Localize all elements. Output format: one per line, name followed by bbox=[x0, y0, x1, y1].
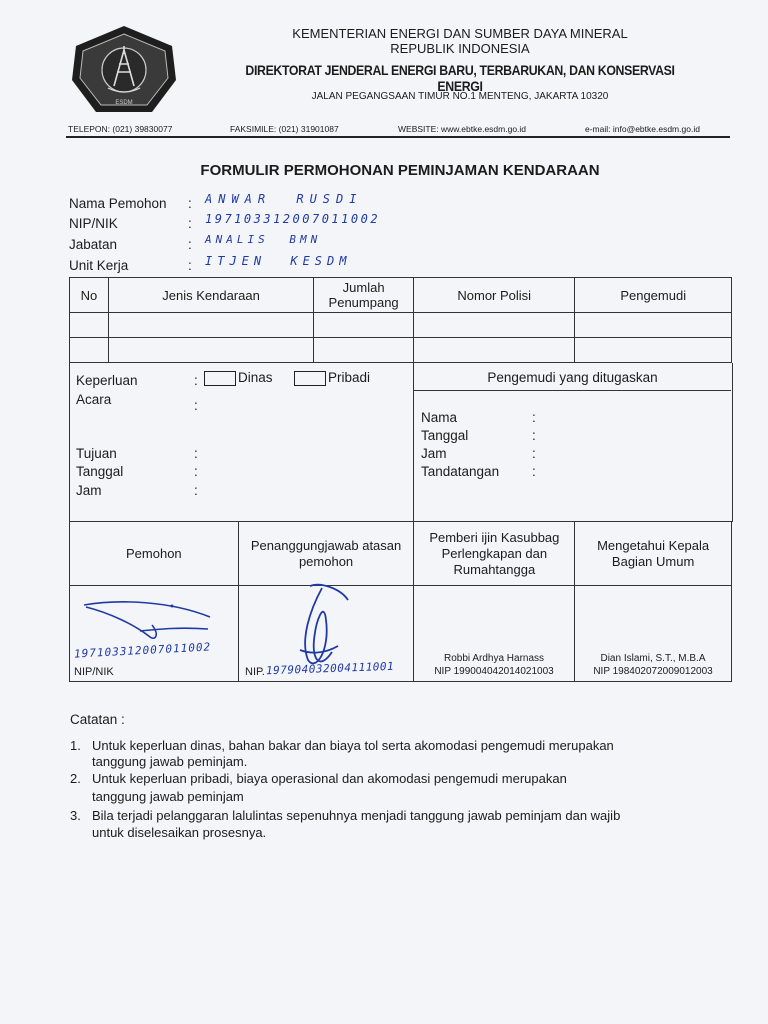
header-divider bbox=[66, 136, 730, 138]
svg-text:ESDM: ESDM bbox=[115, 100, 133, 106]
applicant-label-nama: Nama Pemohon bbox=[69, 196, 167, 211]
vehicle-table-header bbox=[70, 278, 732, 313]
driver-tanggal-label: Tanggal bbox=[421, 428, 469, 443]
note-line: Bila terjadi pelanggaran lalulintas sepenuhnya menjadi tanggung jawab peminjam dan wajib bbox=[92, 808, 621, 823]
applicant-value-nama[interactable]: ANWAR RUSDI bbox=[205, 192, 363, 206]
country-name: REPUBLIK INDONESIA bbox=[390, 41, 530, 56]
dinas-option[interactable] bbox=[200, 370, 273, 386]
driver-colon: : bbox=[532, 464, 536, 479]
ministry-logo bbox=[68, 24, 180, 118]
applicant-colon: : bbox=[188, 237, 192, 252]
sig-header-penanggungjawab: Penanggungjawab atasan pemohon bbox=[238, 522, 414, 586]
driver-section-title: Pengemudi yang ditugaskan bbox=[487, 370, 658, 385]
driver-colon: : bbox=[532, 428, 536, 443]
directorate-name: DIREKTORAT JENDERAL ENERGI BARU, TERBARUKAN, DAN KONSERVASI ENERGI bbox=[245, 62, 675, 94]
note-number: 3. bbox=[70, 808, 81, 823]
applicant-value-nip[interactable]: 197103312007011002 bbox=[205, 212, 381, 226]
applicant-colon: : bbox=[188, 216, 192, 231]
sig-header-pemberi-ijin: Pemberi ijin Kasubbag Perlengkapan dan Rumahtangga bbox=[414, 522, 575, 586]
tujuan-label: Tujuan bbox=[76, 446, 117, 461]
driver-tandatangan-label: Tandatangan bbox=[421, 464, 500, 479]
note-line: untuk diselesaikan prosesnya. bbox=[92, 825, 267, 840]
form-title: FORMULIR PERMOHONAN PEMINJAMAN KENDARAAN bbox=[200, 162, 600, 179]
col-header-pengemudi: Pengemudi bbox=[575, 278, 732, 313]
sig-header-pemohon: Pemohon bbox=[70, 522, 239, 586]
col-header-jenis: Jenis Kendaraan bbox=[108, 278, 313, 313]
pemohon-nip-label: NIP/NIK bbox=[74, 666, 114, 678]
notes-title: Catatan : bbox=[70, 712, 125, 727]
ministry-name: KEMENTERIAN ENERGI DAN SUMBER DAYA MINERAL bbox=[292, 26, 628, 41]
tanggal-label: Tanggal bbox=[76, 464, 124, 479]
tujuan-colon: : bbox=[194, 446, 198, 461]
pribadi-checkbox[interactable] bbox=[294, 371, 326, 386]
col-header-jumlah: Jumlah Penumpang bbox=[314, 278, 414, 313]
sig-header-mengetahui: Mengetahui Kepala Bagian Umum bbox=[575, 522, 732, 586]
applicant-label-unit: Unit Kerja bbox=[69, 258, 129, 273]
applicant-label-nip: NIP/NIK bbox=[69, 216, 118, 231]
acara-colon: : bbox=[194, 398, 198, 413]
pemberi-ijin-name: Robbi Ardhya Harnass bbox=[443, 653, 545, 664]
applicant-colon: : bbox=[188, 196, 192, 211]
pemberi-ijin-nip: NIP 199004042014021003 bbox=[434, 666, 554, 677]
driver-colon: : bbox=[532, 410, 536, 425]
jam-label: Jam bbox=[76, 483, 102, 498]
keperluan-label: Keperluan bbox=[76, 373, 138, 388]
address: JALAN PEGANGSAAN TIMUR NO.1 MENTENG, JAKARTA 10320 bbox=[311, 91, 609, 102]
driver-nama-label: Nama bbox=[421, 410, 458, 425]
note-number: 1. bbox=[70, 738, 81, 753]
table-row[interactable] bbox=[70, 338, 732, 363]
applicant-colon: : bbox=[188, 258, 192, 273]
applicant-value-unit[interactable]: ITJEN KESDM bbox=[205, 254, 352, 268]
table-row[interactable] bbox=[70, 313, 732, 338]
jam-colon: : bbox=[194, 483, 198, 498]
note-line: Untuk keperluan dinas, bahan bakar dan biaya tol serta akomodasi pengemudi merupakan bbox=[92, 738, 614, 753]
note-number: 2. bbox=[70, 771, 81, 786]
dinas-checkbox[interactable] bbox=[204, 371, 236, 386]
kabag-nip: NIP 198402072009012003 bbox=[593, 666, 713, 677]
phone: TELEPON: (021) 39830077 bbox=[68, 124, 173, 134]
fax: FAKSIMILE: (021) 31901087 bbox=[230, 124, 339, 134]
pemohon-signature bbox=[80, 595, 220, 645]
col-header-nomor: Nomor Polisi bbox=[414, 278, 575, 313]
acara-label: Acara bbox=[76, 392, 112, 407]
driver-title-divider bbox=[414, 390, 731, 391]
pemohon-nip-handwritten: 197103312007011002 bbox=[73, 640, 212, 661]
pribadi-option[interactable] bbox=[290, 370, 370, 386]
note-line: Untuk keperluan pribadi, biaya operasional dan akomodasi pengemudi merupakan bbox=[92, 771, 567, 786]
driver-colon: : bbox=[532, 446, 536, 461]
dinas-label: Dinas bbox=[238, 370, 273, 385]
keperluan-colon: : bbox=[194, 373, 198, 388]
note-line: tanggung jawab peminjam. bbox=[92, 754, 248, 769]
atasan-nip-label: NIP. bbox=[245, 666, 265, 678]
note-line: tanggung jawab peminjam bbox=[92, 789, 244, 804]
atasan-nip-handwritten: 197904032004111001 bbox=[265, 659, 395, 678]
applicant-value-jabatan[interactable]: ANALIS BMN bbox=[205, 233, 322, 246]
applicant-label-jabatan: Jabatan bbox=[69, 237, 118, 252]
tanggal-colon: : bbox=[194, 464, 198, 479]
email: e-mail: info@ebtke.esdm.go.id bbox=[585, 124, 700, 134]
driver-jam-label: Jam bbox=[421, 446, 447, 461]
vehicle-table bbox=[69, 277, 732, 363]
kabag-name: Dian Islami, S.T., M.B.A bbox=[600, 653, 706, 664]
website: WEBSITE: www.ebtke.esdm.go.id bbox=[398, 124, 527, 134]
pribadi-label: Pribadi bbox=[328, 370, 371, 385]
col-header-no: No bbox=[70, 278, 109, 313]
